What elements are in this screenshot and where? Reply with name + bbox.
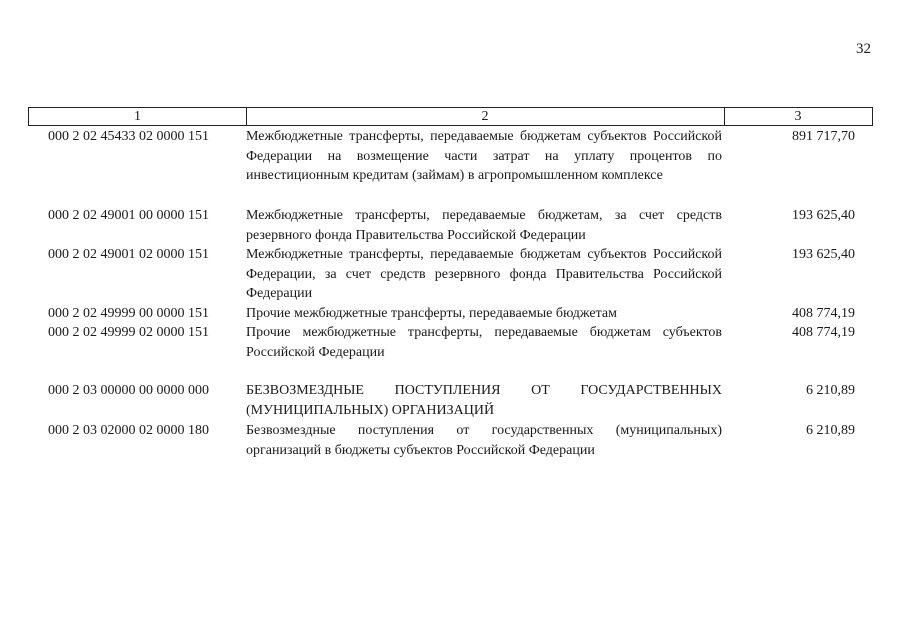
row-description: БЕЗВОЗМЕЗДНЫЕ ПОСТУПЛЕНИЯ ОТ ГОСУДАРСТВЕННЫХ (МУНИЦИПАЛЬНЫХ) ОРГАНИЗАЦИЙ xyxy=(246,383,722,418)
row-code: 000 2 02 45433 02 0000 151 xyxy=(48,129,209,144)
header-col-1: 1 xyxy=(29,108,247,125)
row-description: Прочие межбюджетные трансферты, передаваемые бюджетам xyxy=(246,306,617,321)
row-amount: 408 774,19 xyxy=(792,325,855,340)
row-description: Безвозмездные поступления от государственных (муниципальных) организаций в бюджеты субъектов Российской Федерации xyxy=(246,423,722,458)
page-number: 32 xyxy=(856,41,871,57)
row-code: 000 2 02 49999 00 0000 151 xyxy=(48,306,209,321)
row-code: 000 2 02 49001 00 0000 151 xyxy=(48,208,209,223)
header-col-2: 2 xyxy=(246,108,725,125)
row-description: Прочие межбюджетные трансферты, передаваемые бюджетам субъектов Российской Федерации xyxy=(246,325,722,360)
row-amount: 891 717,70 xyxy=(792,129,855,144)
row-description: Межбюджетные трансферты, передаваемые бюджетам субъектов Российской Федерации, за счет средств резервного фонда Правительства Российской Федерации xyxy=(246,247,722,301)
row-amount: 193 625,40 xyxy=(792,208,855,223)
row-description: Межбюджетные трансферты, передаваемые бюджетам субъектов Российской Федерации на возмещение части затрат на уплату процентов по инвестиционным кредитам (займам) в агропромышленном комплексе xyxy=(246,129,722,183)
row-code: 000 2 03 02000 02 0000 180 xyxy=(48,423,209,438)
header-col-3: 3 xyxy=(794,109,802,124)
row-description: Межбюджетные трансферты, передаваемые бюджетам, за счет средств резервного фонда Правительства Российской Федерации xyxy=(246,208,722,243)
row-code: 000 2 02 49001 02 0000 151 xyxy=(48,247,209,262)
row-amount: 193 625,40 xyxy=(792,247,855,262)
row-code: 000 2 03 00000 00 0000 000 xyxy=(48,383,209,398)
row-code: 000 2 02 49999 02 0000 151 xyxy=(48,325,209,340)
row-amount: 408 774,19 xyxy=(792,306,855,321)
row-amount: 6 210,89 xyxy=(806,383,855,398)
table-header xyxy=(28,107,873,126)
row-amount: 6 210,89 xyxy=(806,423,855,438)
